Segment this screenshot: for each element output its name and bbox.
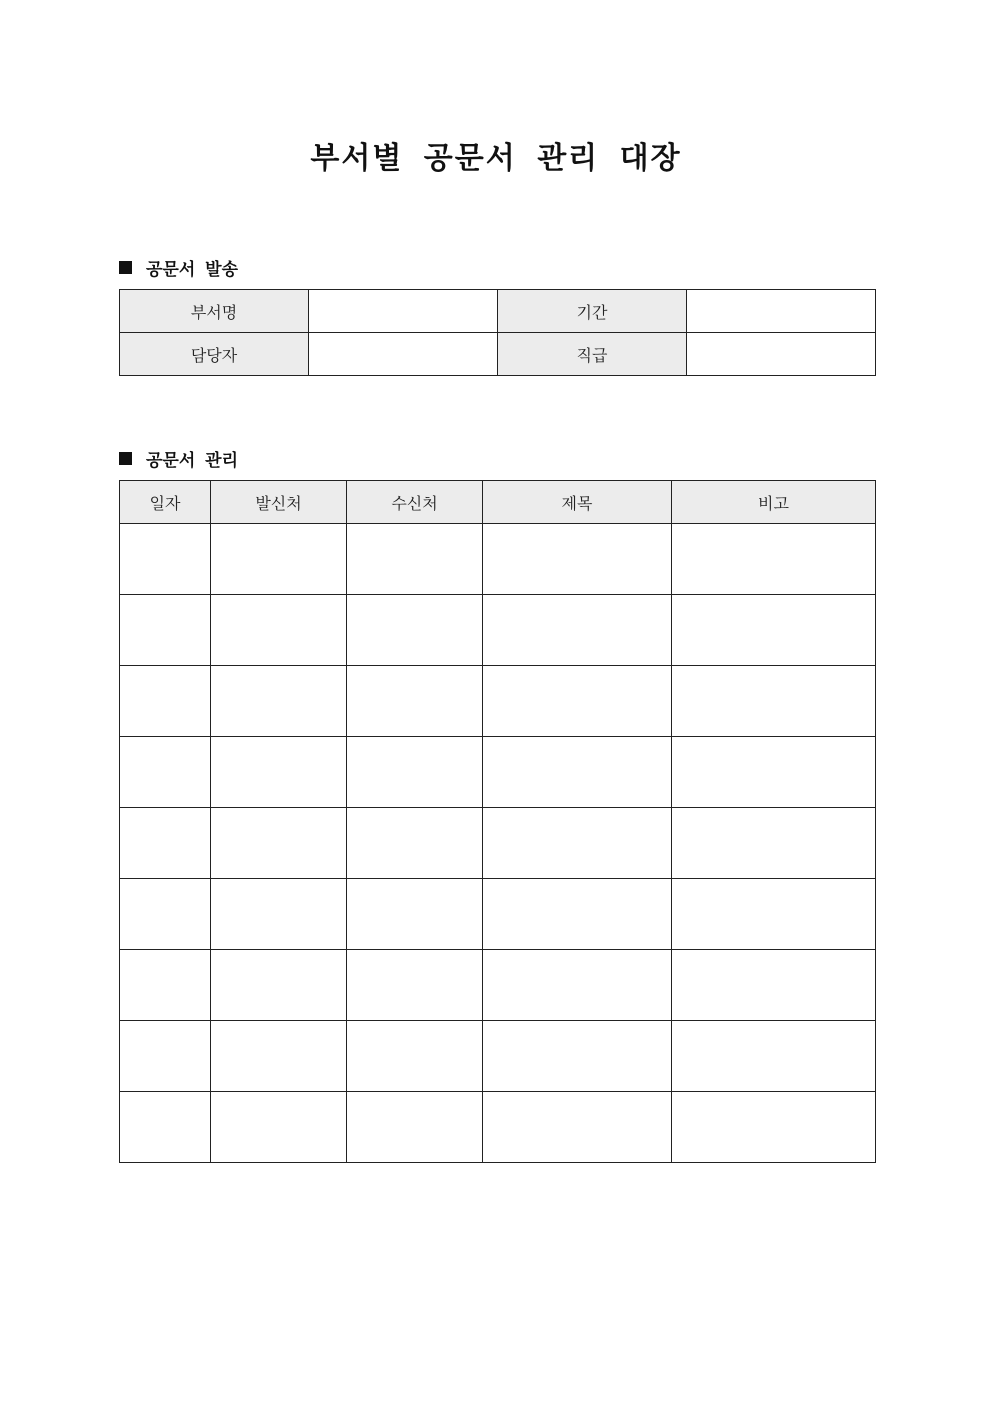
document-log-table <box>119 480 876 1163</box>
column-header-date: 일자 <box>120 481 211 524</box>
recipient-cell[interactable] <box>347 1021 483 1092</box>
subject-cell[interactable] <box>483 808 672 879</box>
sender-cell[interactable] <box>211 524 347 595</box>
period-label: 기간 <box>498 290 687 333</box>
subject-cell[interactable] <box>483 1092 672 1163</box>
sender-cell[interactable] <box>211 595 347 666</box>
table-row <box>120 524 876 595</box>
subject-cell[interactable] <box>483 879 672 950</box>
recipient-cell[interactable] <box>347 737 483 808</box>
table-row <box>120 1021 876 1092</box>
date-cell[interactable] <box>120 1092 211 1163</box>
table-row <box>120 595 876 666</box>
recipient-cell[interactable] <box>347 808 483 879</box>
dispatch-info-table <box>119 289 876 376</box>
recipient-cell[interactable] <box>347 950 483 1021</box>
date-cell[interactable] <box>120 808 211 879</box>
table-row <box>120 290 876 333</box>
column-header-sender: 발신처 <box>211 481 347 524</box>
period-value[interactable] <box>687 290 876 333</box>
department-label: 부서명 <box>120 290 309 333</box>
square-bullet-icon <box>119 261 132 274</box>
subject-cell[interactable] <box>483 595 672 666</box>
table-row <box>120 950 876 1021</box>
table-row <box>120 808 876 879</box>
remarks-cell[interactable] <box>672 1092 876 1163</box>
sender-cell[interactable] <box>211 950 347 1021</box>
column-header-remarks: 비고 <box>672 481 876 524</box>
remarks-cell[interactable] <box>672 524 876 595</box>
document-title: 부서별 공문서 관리 대장 <box>310 141 682 176</box>
sender-cell[interactable] <box>211 808 347 879</box>
remarks-cell[interactable] <box>672 808 876 879</box>
date-cell[interactable] <box>120 950 211 1021</box>
date-cell[interactable] <box>120 1021 211 1092</box>
dispatch-heading-text: 공문서 발송 <box>146 260 239 280</box>
subject-cell[interactable] <box>483 737 672 808</box>
remarks-cell[interactable] <box>672 1021 876 1092</box>
date-cell[interactable] <box>120 879 211 950</box>
management-section-heading <box>119 446 238 471</box>
recipient-cell[interactable] <box>347 1092 483 1163</box>
column-header-subject: 제목 <box>483 481 672 524</box>
sender-cell[interactable] <box>211 1021 347 1092</box>
remarks-cell[interactable] <box>672 737 876 808</box>
table-row <box>120 737 876 808</box>
remarks-cell[interactable] <box>672 879 876 950</box>
sender-cell[interactable] <box>211 879 347 950</box>
table-row <box>120 666 876 737</box>
sender-cell[interactable] <box>211 737 347 808</box>
subject-cell[interactable] <box>483 524 672 595</box>
date-cell[interactable] <box>120 524 211 595</box>
square-bullet-icon <box>119 452 132 465</box>
position-value[interactable] <box>687 333 876 376</box>
sender-cell[interactable] <box>211 666 347 737</box>
table-header-row <box>120 481 876 524</box>
recipient-cell[interactable] <box>347 595 483 666</box>
remarks-cell[interactable] <box>672 595 876 666</box>
date-cell[interactable] <box>120 666 211 737</box>
recipient-cell[interactable] <box>347 524 483 595</box>
recipient-cell[interactable] <box>347 666 483 737</box>
sender-cell[interactable] <box>211 1092 347 1163</box>
remarks-cell[interactable] <box>672 666 876 737</box>
management-heading-text: 공문서 관리 <box>146 451 239 471</box>
subject-cell[interactable] <box>483 666 672 737</box>
position-label: 직급 <box>498 333 687 376</box>
column-header-recipient: 수신처 <box>347 481 483 524</box>
date-cell[interactable] <box>120 595 211 666</box>
date-cell[interactable] <box>120 737 211 808</box>
department-value[interactable] <box>309 290 498 333</box>
remarks-cell[interactable] <box>672 950 876 1021</box>
manager-value[interactable] <box>309 333 498 376</box>
manager-label: 담당자 <box>120 333 309 376</box>
subject-cell[interactable] <box>483 950 672 1021</box>
dispatch-section-heading <box>119 255 238 280</box>
table-row <box>120 333 876 376</box>
recipient-cell[interactable] <box>347 879 483 950</box>
table-row <box>120 1092 876 1163</box>
subject-cell[interactable] <box>483 1021 672 1092</box>
table-row <box>120 879 876 950</box>
